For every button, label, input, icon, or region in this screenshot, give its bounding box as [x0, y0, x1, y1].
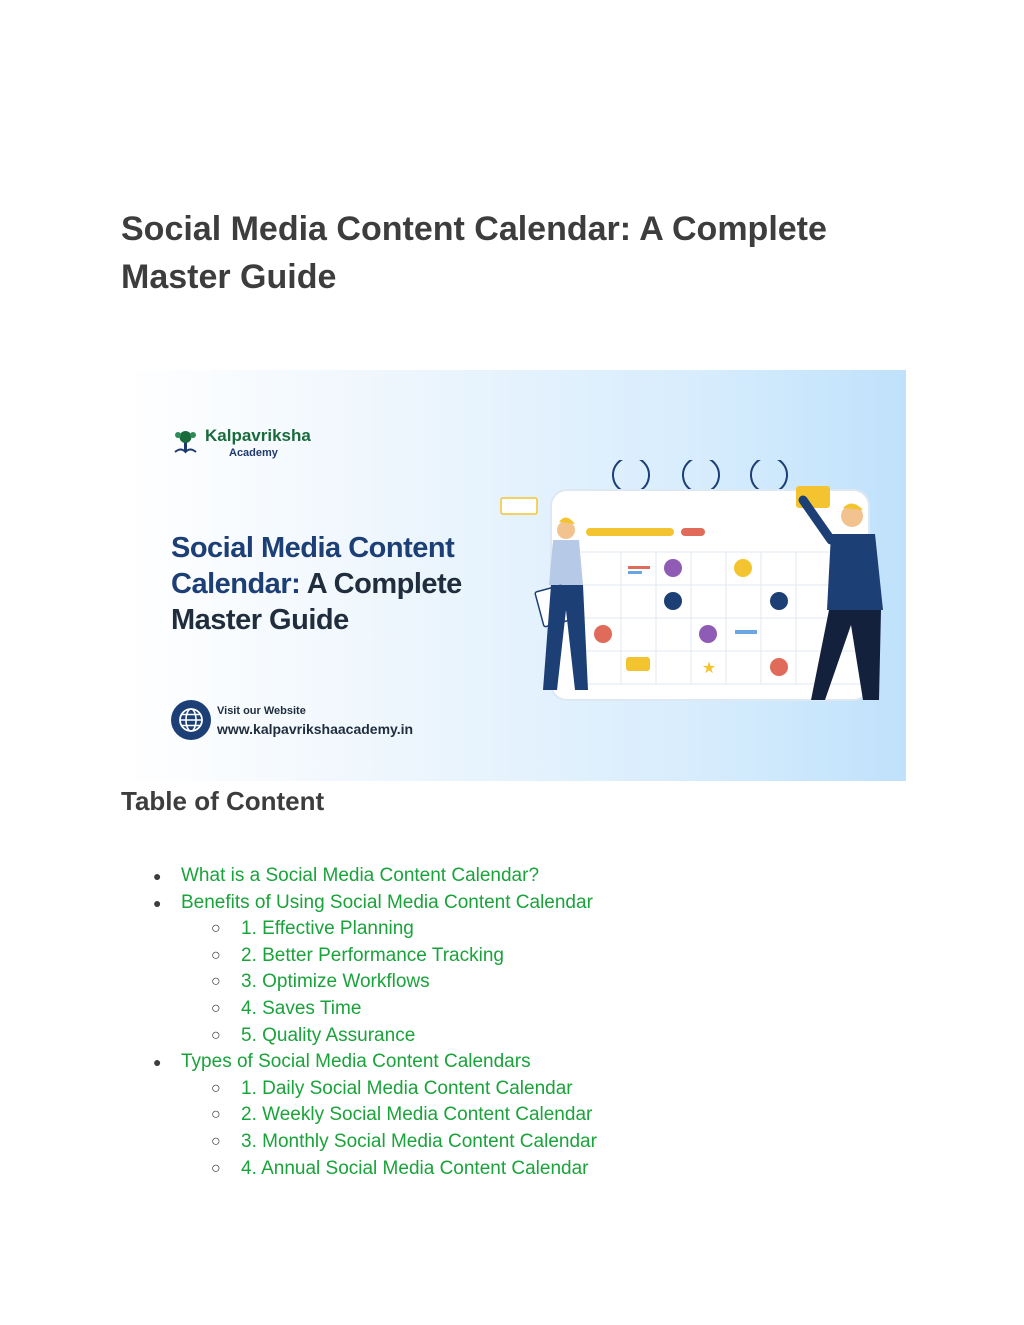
banner-heading-blue: Social Media Content Calendar: — [171, 532, 455, 600]
toc-item — [0, 863, 1024, 890]
logo-name: Kalpavriksha — [205, 426, 311, 445]
hollow-bullet-icon: ○ — [211, 1132, 221, 1150]
logo-subtitle: Academy — [229, 447, 278, 459]
toc-link[interactable]: 5. Quality Assurance — [241, 1024, 416, 1046]
hollow-bullet-icon: ○ — [211, 999, 221, 1017]
toc-item — [0, 1129, 1024, 1156]
hollow-bullet-icon: ○ — [211, 1159, 221, 1177]
toc-item — [0, 1076, 1024, 1103]
toc-link[interactable]: 2. Weekly Social Media Content Calendar — [241, 1104, 593, 1126]
document-title: Social Media Content Calendar: A Complete Master Guide — [121, 210, 827, 296]
website-url: www.kalpavrikshaacademy.in — [217, 721, 414, 737]
filled-bullet-icon: ● — [153, 868, 162, 884]
toc-link[interactable]: 3. Monthly Social Media Content Calendar — [241, 1130, 597, 1152]
toc-item — [0, 890, 1024, 917]
hollow-bullet-icon: ○ — [211, 1106, 221, 1124]
tree-logo-icon — [171, 426, 201, 456]
svg-text:★: ★ — [701, 660, 717, 677]
banner-heading-dark: A Complete Master Guide — [171, 568, 462, 636]
hollow-bullet-icon: ○ — [211, 973, 221, 991]
hollow-bullet-icon: ○ — [211, 1026, 221, 1044]
toc-link[interactable]: 1. Effective Planning — [241, 918, 414, 940]
banner-heading — [171, 530, 531, 638]
hollow-bullet-icon: ○ — [211, 920, 221, 938]
toc-item — [0, 1049, 1024, 1076]
academy-logo — [171, 426, 311, 461]
toc-item — [0, 943, 1024, 970]
hollow-bullet-icon: ○ — [211, 946, 221, 964]
toc-link[interactable]: 4. Annual Social Media Content Calendar — [241, 1157, 589, 1179]
calendar-illustration — [491, 460, 901, 720]
toc-link[interactable]: Types of Social Media Content Calendars — [181, 1051, 531, 1073]
visit-label: Visit our Website — [217, 705, 306, 717]
toc-link[interactable]: 4. Saves Time — [241, 997, 362, 1019]
toc-link[interactable]: What is a Social Media Content Calendar? — [181, 865, 540, 886]
toc-item — [0, 1156, 1024, 1183]
hollow-bullet-icon: ○ — [211, 1079, 221, 1097]
toc-item — [0, 916, 1024, 943]
filled-bullet-icon: ● — [153, 894, 162, 911]
table-of-contents — [0, 863, 1024, 1182]
toc-link[interactable]: 1. Daily Social Media Content Calendar — [241, 1077, 573, 1099]
toc-heading: Table of Content — [121, 786, 325, 816]
globe-icon — [171, 700, 211, 740]
filled-bullet-icon: ● — [153, 1054, 162, 1071]
toc-item — [0, 1102, 1024, 1129]
toc-item — [0, 996, 1024, 1023]
toc-item — [0, 969, 1024, 996]
toc-link[interactable]: 2. Better Performance Tracking — [241, 944, 504, 966]
hero-banner-image — [121, 370, 906, 781]
toc-link[interactable]: 3. Optimize Workflows — [241, 971, 430, 993]
toc-item — [0, 1023, 1024, 1050]
toc-link[interactable]: Benefits of Using Social Media Content Calendar — [181, 891, 593, 913]
